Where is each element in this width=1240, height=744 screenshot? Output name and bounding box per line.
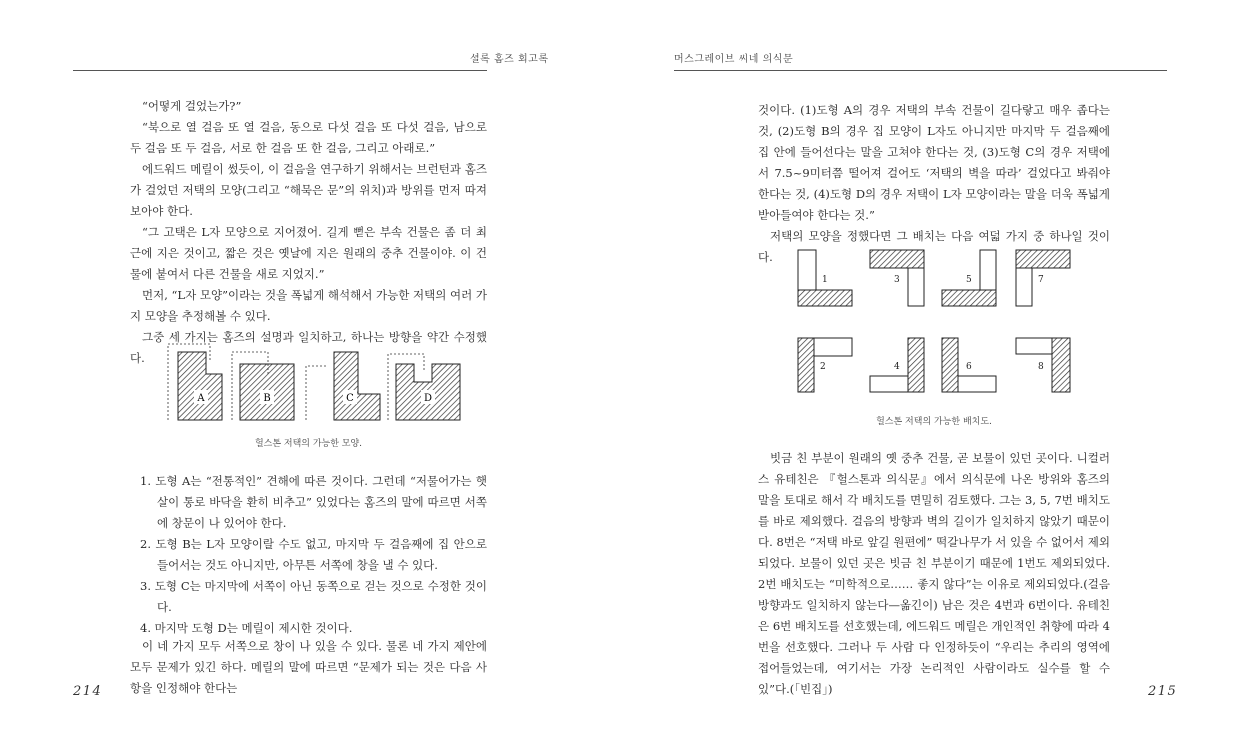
header-rule-left: [73, 70, 487, 71]
running-head-right: 머스그레이브 씨네 의식문: [674, 54, 794, 65]
right-page: [620, 0, 1240, 744]
paragraph: 먼저, “L자 모양”이라는 것을 폭넓게 해석해서 가능한 저택의 여러 가지 모양을 추정해볼 수 있다.: [130, 288, 487, 323]
right-body-top: [758, 100, 1110, 268]
figure-label-d: D: [423, 393, 433, 404]
layout-label-8: 8: [1038, 362, 1044, 372]
figure-caption-right: 헐스톤 저택의 가능한 배치도.: [876, 417, 992, 427]
numbered-list: [140, 471, 487, 639]
running-head-left: 셜록 홈즈 회고록: [470, 54, 549, 65]
list-item: 1. 도형 A는 “전통적인” 견해에 따른 것이다. 그런데 “저물어가는 햇살이 통로 바닥을 환히 비추고” 있었다는 홈즈의 말에 따르면 서쪽에 창문이 나 있어야 한다.: [140, 474, 487, 530]
house-shapes-figure: [160, 340, 480, 432]
paragraph: 그중 세 가지는 홈즈의 설명과 일치하고, 하나는 방향을 약간 수정했다.: [130, 330, 487, 365]
layout-label-4: 4: [894, 362, 900, 372]
list-item: 3. 도형 C는 마지막에 서쪽이 아닌 동쪽으로 걷는 것으로 수정한 것이다.: [140, 579, 487, 614]
paragraph: 것이다. (1)도형 A의 경우 저택의 부속 건물이 길다랗고 매우 좁다는 것, (2)도형 B의 경우 집 모양이 L자도 아니지만 마지막 두 걸음째에 집 안에 들어선다는 말을 고쳐야 한다는 것, (3)도형 C의 경우 저택에서 7.5~9미터쯤 떨어져 걸어도 ‘저택의 벽을 따라’ 걸었다고 봐줘야 한다는 것, (4)도형 D의 경우 저택이 L자 모양이라는 말을 더욱 폭넓게 받아들여야 한다는 것.”: [758, 103, 1110, 222]
header-rule-right: [674, 70, 1167, 71]
layout-label-5: 5: [966, 275, 972, 285]
right-body-bottom: [758, 448, 1110, 700]
paragraph: 이 네 가지 모두 서쪽으로 창이 나 있을 수 있다. 물론 네 가지 제안에 모두 문제가 있긴 하다. 메릴의 말에 따르면 “문제가 되는 것은 다음 사항을 인정해야 한다는: [130, 639, 487, 695]
paragraph: 빗금 친 부분이 원래의 옛 중추 건물, 곧 보물이 있던 곳이다. 니컬러스 유테친은 『헐스톤과 의식문』에서 의식문에 나온 방위와 홈즈의 말을 토대로 해서 각 배치도를 면밀히 검토했다. 그는 3, 5, 7번 배치도를 바로 제외했다. 걸음의 방향과 벽의 길이가 일치하지 않았기 때문이다. 8번은 “저택 바로 앞길 원편에” 떡갈나무가 서 있을 수 없어서 제외되었다. 보물이 있던 곳은 빗금 친 부분이기 때문에 1번도 제외되었다. 2번 배치도는 “미학적으로…… 좋지 않다”는 이유로 제외되었다.(걸음 방향과도 일치하지 않는다—옮긴이) 남은 것은 4번과 6번이다. 유테친은 6번 배치도를 선호했는데, 에드워드 메릴은 개인적인 취향에 따라 4번을 선호했다. 그러나 두 사람 다 인정하듯이 “우리는 추리의 영역에 접어들었는데, 여기서는 가장 논리적인 사람이라도 실수를 할 수 있”다.(「빈집」): [758, 451, 1110, 696]
layout-label-3: 3: [894, 275, 900, 285]
paragraph: “북으로 열 걸음 또 열 걸음, 동으로 다섯 걸음 또 다섯 걸음, 남으로 두 걸음 또 두 걸음, 서로 한 걸음 또 한 걸음, 그리고 아래로.”: [130, 120, 487, 155]
layout-label-2: 2: [820, 362, 826, 372]
page-number-left: 214: [73, 684, 103, 699]
figure-caption-left: 헐스톤 저택의 가능한 모양.: [254, 439, 363, 449]
figure-label-c: C: [346, 393, 354, 404]
list-item: 4. 마지막 도형 D는 메릴이 제시한 것이다.: [140, 621, 353, 635]
paragraph: 저택의 모양을 정했다면 그 배치는 다음 여덟 가지 중 하나일 것이다.: [758, 229, 1110, 264]
shape-a: [178, 352, 222, 420]
paragraph: 에드워드 메릴이 썼듯이, 이 걸음을 연구하기 위해서는 브런턴과 홈즈가 걸었던 저택의 모양(그리고 “해묵은 문”의 위치)과 방위를 먼저 따져보아야 한다.: [130, 162, 487, 218]
left-body-top: [130, 96, 487, 369]
paragraph: “그 고택은 L자 모양으로 지어졌어. 길게 뻗은 부속 건물은 좀 더 최근에 지은 것이고, 짧은 것은 옛날에 지은 원래의 중추 건물이야. 이 건물에 붙여서 다른 건물을 새로 지었지.”: [130, 225, 487, 281]
figure-label-b: B: [263, 393, 271, 404]
list-item: 2. 도형 B는 L자 모양이랄 수도 없고, 마지막 두 걸음째에 집 안으로 들어서는 것도 아니지만, 아무튼 서쪽에 창을 낼 수 있다.: [140, 537, 487, 572]
layout-label-1: 1: [822, 275, 828, 285]
path-c: [306, 366, 328, 420]
shape-c: [334, 352, 380, 420]
page-number-right: 215: [1148, 684, 1178, 699]
paragraph: “어떻게 걸었는가?”: [142, 99, 242, 113]
layout-label-7: 7: [1038, 275, 1044, 285]
left-body-bottom: [130, 636, 487, 699]
layout-label-6: 6: [966, 362, 972, 372]
figure-label-a: A: [197, 393, 205, 404]
layout-diagrams-figure: [790, 248, 1080, 396]
